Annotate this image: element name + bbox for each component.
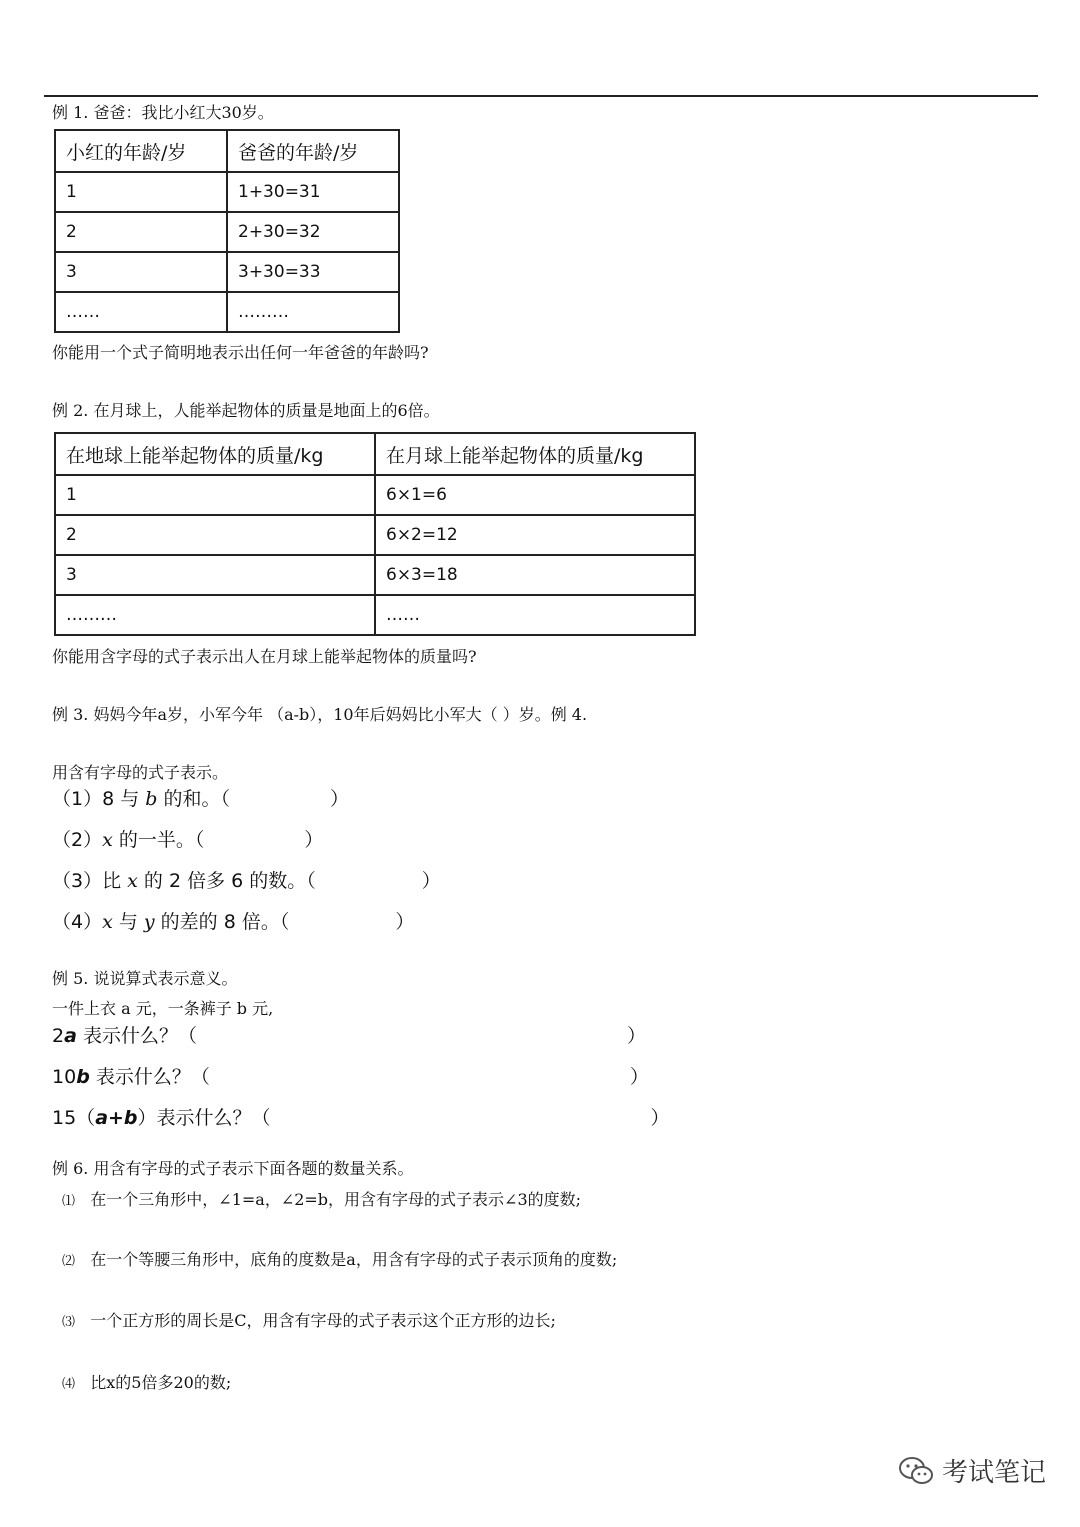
- ex2-cell: ………: [55, 595, 375, 635]
- ex5-context: 一件上衣 a 元，一条裤子 b 元,: [52, 999, 274, 1018]
- table-row: [55, 212, 399, 252]
- ex5-item-1: [52, 1025, 646, 1047]
- ex1-cell: 2: [55, 212, 227, 252]
- ex2-title: 例 2. 在月球上，人能举起物体的质量是地面上的6倍。: [52, 401, 440, 420]
- ex1-cell: 1: [55, 172, 227, 212]
- item-text: ）: [629, 1066, 649, 1088]
- item-text: 的一半。（: [112, 829, 205, 851]
- item-text: ）表示什么？（: [137, 1107, 271, 1129]
- ex5-item-2: [52, 1066, 649, 1088]
- item-text: （3）比: [52, 870, 128, 892]
- item-text: 在一个三角形中，∠1=a，∠2=b，用含有字母的式子表示∠3的度数;: [90, 1190, 582, 1209]
- ex6-item-2: [62, 1249, 617, 1273]
- ex2-cell: 1: [55, 475, 375, 515]
- table-row: [55, 515, 695, 555]
- wechat-icon: [898, 1456, 934, 1486]
- item-text: ）: [626, 1025, 646, 1047]
- ex1-cell: 3: [55, 252, 227, 292]
- item-text: （4）: [52, 911, 103, 933]
- item-text: （1）8 与: [52, 788, 146, 810]
- ex2-header-1: 在月球上能举起物体的质量/kg: [375, 433, 695, 475]
- item-number: ⑶: [62, 1315, 76, 1330]
- item-var: a: [64, 1025, 77, 1047]
- item-var: y: [143, 911, 155, 933]
- item-text: 10: [52, 1066, 77, 1088]
- ex2-header-0: 在地球上能举起物体的质量/kg: [55, 433, 375, 475]
- ex4-item-4: [52, 911, 414, 933]
- ex4-intro: 用含有字母的式子表示。: [52, 763, 229, 782]
- ex1-cell: ………: [227, 292, 399, 332]
- item-text: 的和。（: [157, 788, 230, 810]
- ex6-item-4: [62, 1372, 231, 1396]
- ex5-title: 例 5. 说说算式表示意义。: [52, 969, 238, 988]
- item-var: b: [76, 1066, 90, 1088]
- ex2-cell: 2: [55, 515, 375, 555]
- ex4-item-3: [52, 870, 441, 892]
- ex1-cell: 2+30=32: [227, 212, 399, 252]
- ex6-item-3: [62, 1310, 556, 1334]
- item-text: ）: [329, 788, 349, 810]
- table-row: [55, 475, 695, 515]
- item-var: b: [145, 788, 158, 810]
- item-text: （2）: [52, 829, 103, 851]
- item-var: a+b: [95, 1107, 138, 1129]
- ex6-item-1: [62, 1189, 581, 1213]
- item-number: ⑴: [62, 1194, 76, 1209]
- ex1-cell: 3+30=33: [227, 252, 399, 292]
- ex1-cell: 1+30=31: [227, 172, 399, 212]
- ex5-item-3: [52, 1107, 670, 1129]
- ex3-text: 例 3. 妈妈今年a岁，小军今年 （a-b），10年后妈妈比小军大（ ）岁。例 4.: [52, 705, 588, 724]
- item-text: ）: [650, 1107, 670, 1129]
- ex1-question: 你能用一个式子简明地表示出任何一年爸爸的年龄吗?: [52, 343, 429, 362]
- table-row: [55, 555, 695, 595]
- item-text: 比x的5倍多20的数;: [90, 1373, 232, 1392]
- ex1-header-0: 小红的年龄/岁: [55, 130, 227, 172]
- ex2-table: [54, 432, 696, 636]
- ex4-item-1: [52, 788, 349, 810]
- item-text: ）: [421, 870, 441, 892]
- item-var: x: [102, 829, 113, 851]
- item-text: 的差的 8 倍。（: [154, 911, 290, 933]
- ex1-table: [54, 129, 400, 333]
- item-text: 在一个等腰三角形中，底角的度数是a，用含有字母的式子表示顶角的度数;: [90, 1250, 618, 1269]
- item-text: ）: [395, 911, 415, 933]
- ex6-title: 例 6. 用含有字母的式子表示下面各题的数量关系。: [52, 1159, 414, 1178]
- ex4-item-2: [52, 829, 323, 851]
- ex2-cell: 3: [55, 555, 375, 595]
- ex1-header-1: 爸爸的年龄/岁: [227, 130, 399, 172]
- ex2-cell: 6×1=6: [375, 475, 695, 515]
- ex1-title: 例 1. 爸爸：我比小红大30岁。: [52, 103, 274, 122]
- top-rule: [44, 95, 1038, 97]
- ex2-cell: 6×3=18: [375, 555, 695, 595]
- watermark-text: 考试笔记: [941, 1458, 1046, 1488]
- ex2-cell: 6×2=12: [375, 515, 695, 555]
- table-row: [55, 252, 399, 292]
- ex2-cell: ……: [375, 595, 695, 635]
- table-row: [55, 292, 399, 332]
- item-text: 15（: [52, 1107, 96, 1129]
- item-text: 表示什么？（: [76, 1025, 197, 1047]
- item-text: 2: [52, 1025, 65, 1047]
- item-var: x: [127, 870, 138, 892]
- item-var: x: [102, 911, 113, 933]
- table-row: [55, 595, 695, 635]
- item-text: 表示什么？（: [89, 1066, 210, 1088]
- item-text: ）: [304, 829, 324, 851]
- ex1-cell: ……: [55, 292, 227, 332]
- item-number: ⑷: [62, 1377, 76, 1392]
- ex2-question: 你能用含字母的式子表示出人在月球上能举起物体的质量吗?: [52, 647, 477, 666]
- item-text: 一个正方形的周长是C，用含有字母的式子表示这个正方形的边长;: [90, 1311, 556, 1330]
- item-text: 的 2 倍多 6 的数。（: [137, 870, 316, 892]
- item-text: 与: [112, 911, 144, 933]
- watermark: [898, 1452, 1046, 1489]
- table-row: [55, 172, 399, 212]
- item-number: ⑵: [62, 1254, 76, 1269]
